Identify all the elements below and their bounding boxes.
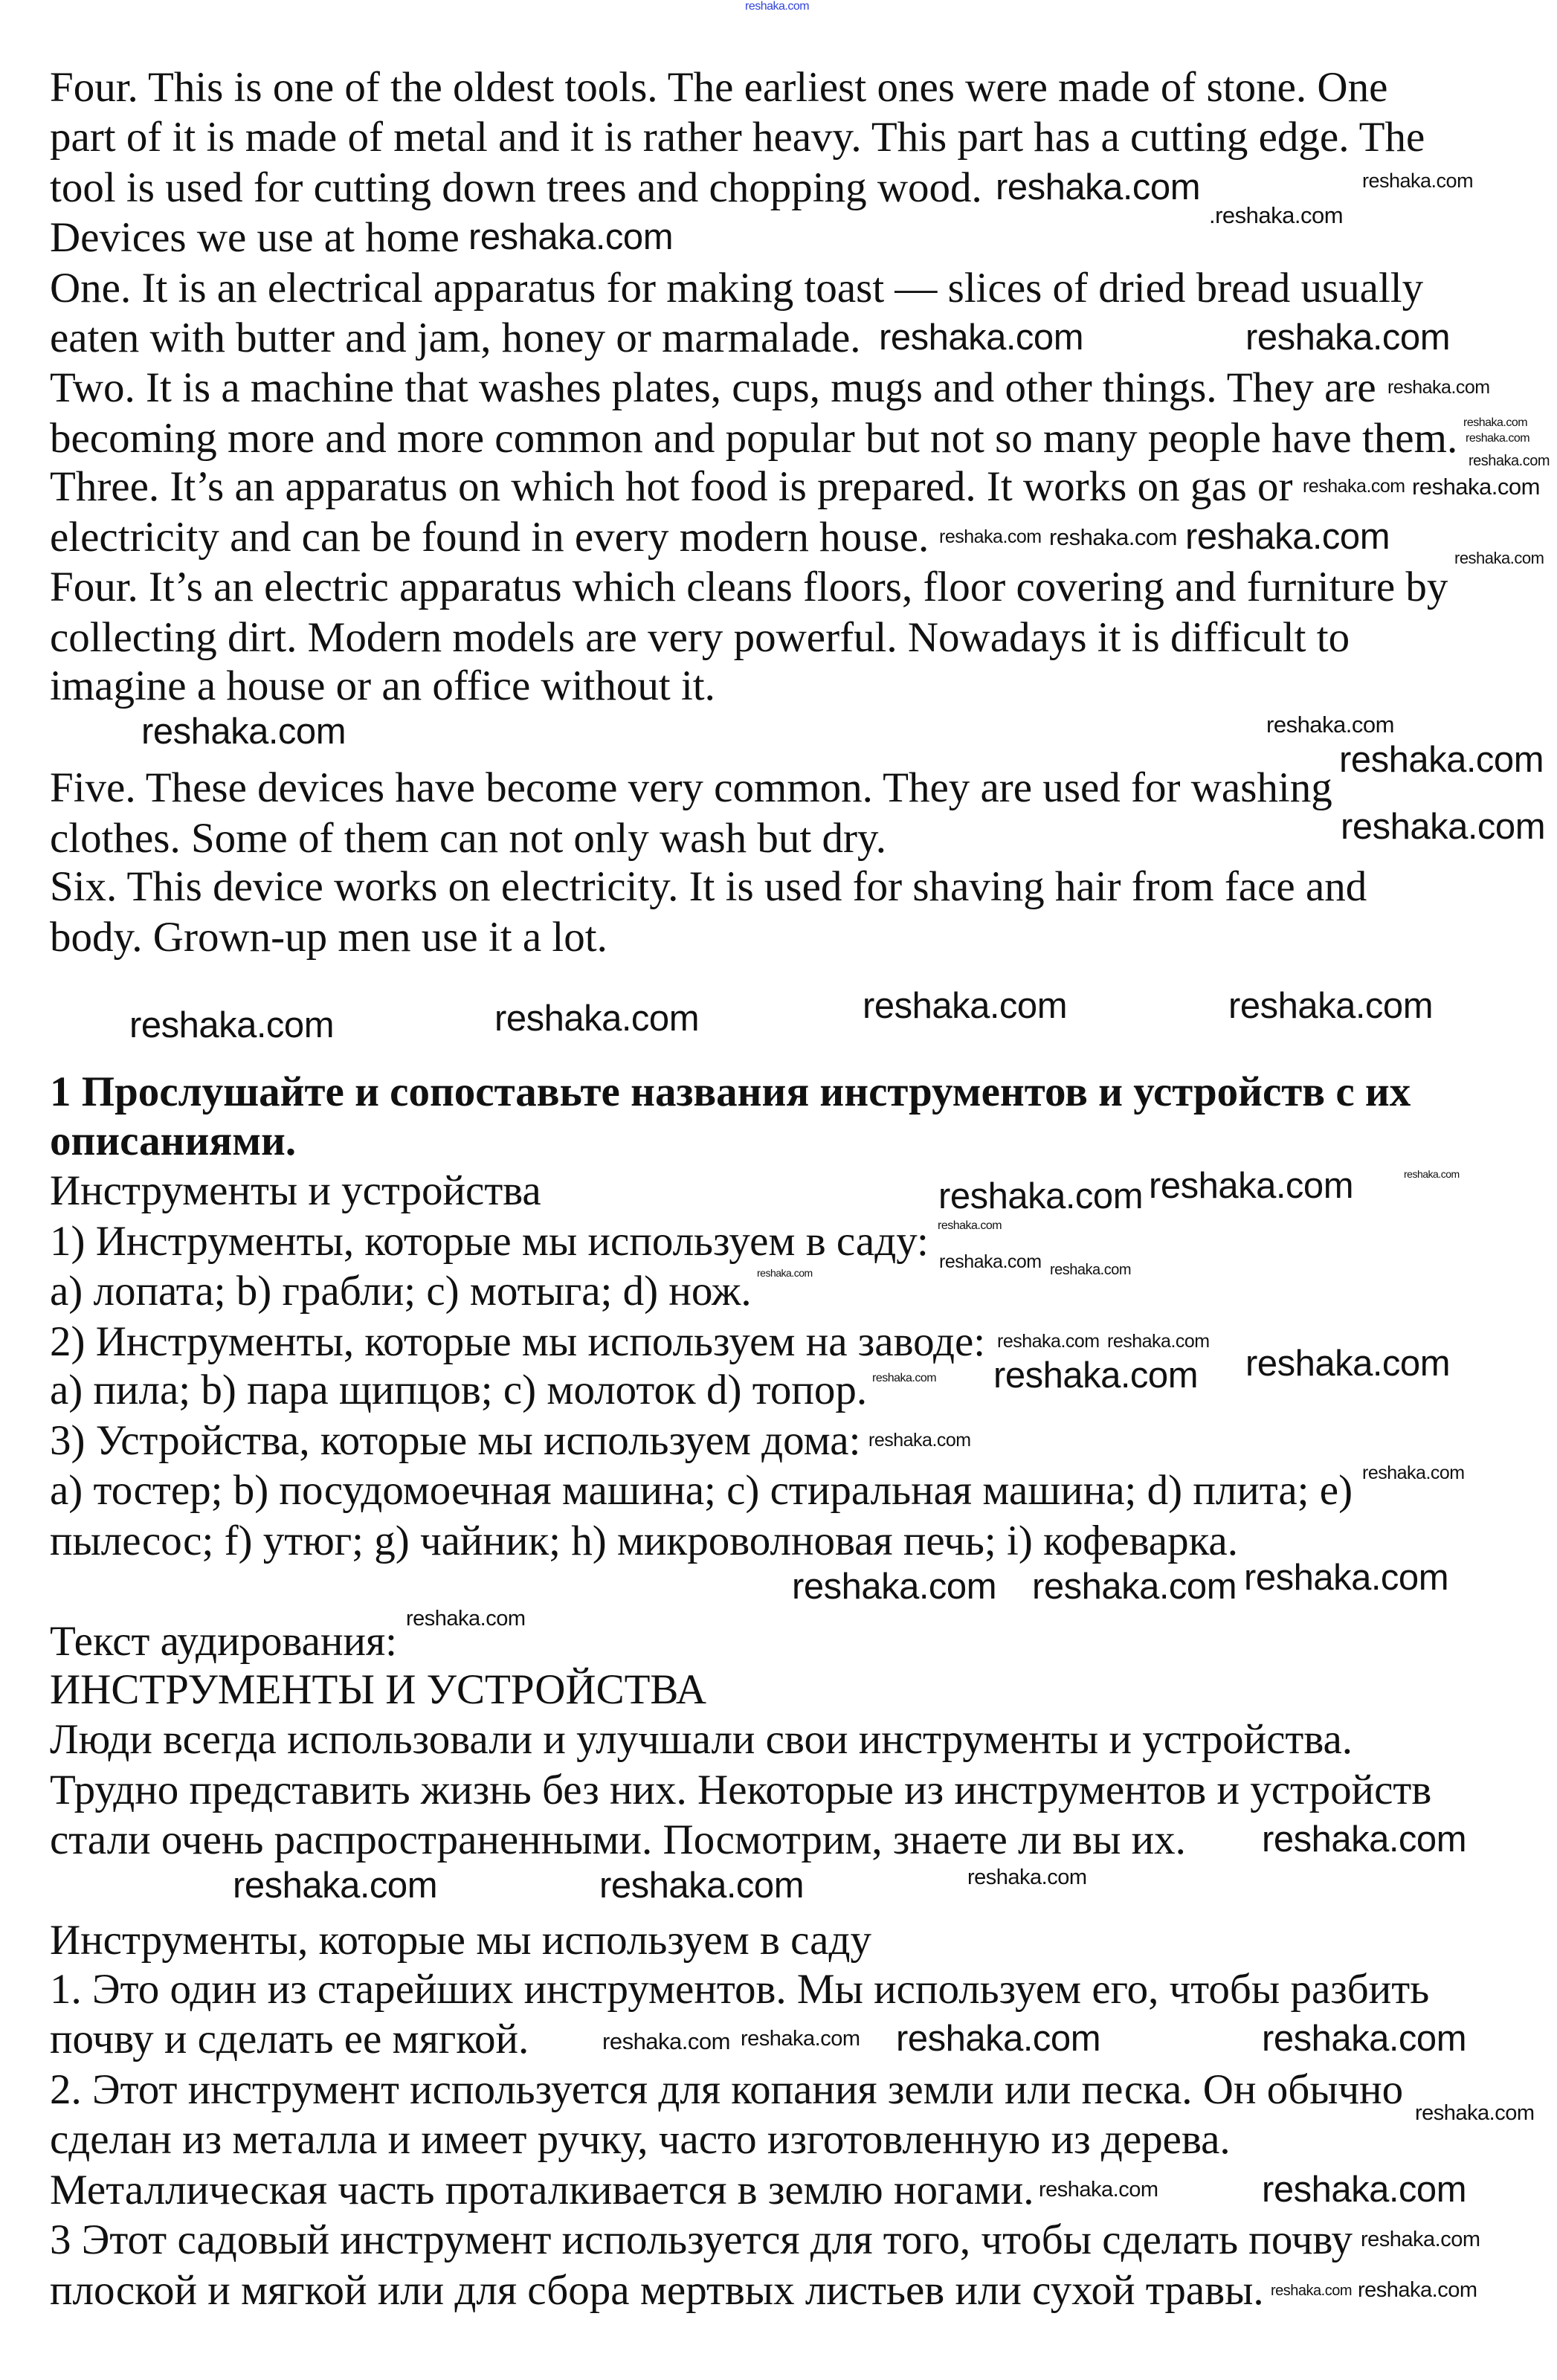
watermark: reshaka.com [967,1865,1087,1889]
watermark: reshaka.com [1466,432,1530,445]
text-line: Люди всегда использовали и улучшали свои инструменты и устройства. [50,1716,1353,1763]
watermark: reshaka.com [1362,1462,1465,1483]
text-line: One. It is an electrical apparatus for making toast — slices of dried bread usually [50,265,1424,312]
watermark: reshaka.com [1469,453,1550,469]
watermark: reshaka.com [1266,712,1394,738]
text-line: Three. It’s an apparatus on which hot food is prepared. It works on gas or [50,463,1293,510]
watermark: reshaka.com [1262,1819,1467,1860]
watermark: reshaka.com [1358,2278,1477,2302]
text-line: becoming more and more common and popular but not so many people have them. [50,415,1458,462]
watermark: .reshaka.com [1209,202,1344,228]
text-line: imagine a house or an office without it. [50,662,715,709]
watermark: reshaka.com [1032,1567,1237,1607]
text-line: почву и сделать ее мягкой. [50,2016,529,2063]
text-line: Трудно представить жизнь без них. Некоторые из инструментов и устройств [50,1767,1432,1813]
text-line: 2. Этот инструмент используется для копания земли или песка. Он обычно [50,2066,1404,2113]
watermark: reshaka.com [938,1176,1144,1216]
watermark: reshaka.com [494,999,700,1039]
text-line: пылесос; f) утюг; g) чайник; h) микроволновая печь; i) кофеварка. [50,1518,1238,1564]
text-line: 1. Это один из старейших инструментов. Мы используем его, чтобы разбить [50,1966,1430,2013]
watermark: reshaka.com [1454,549,1544,567]
text-line: tool is used for cutting down trees and chopping wood. [50,164,982,211]
text-line: part of it is made of metal and it is rather heavy. This part has a cutting edge. The [50,114,1425,161]
watermark: reshaka.com [1303,476,1405,497]
section-heading: Devices we use at home [50,214,460,261]
text-line: Five. These devices have become very common. They are used for washing [50,764,1332,811]
watermark: reshaka.com [1463,416,1528,429]
watermark: reshaka.com [602,2028,730,2054]
text-line: a) лопата; b) грабли; c) мотыга; d) нож. [50,1268,752,1315]
watermark: reshaka.com [1245,317,1451,358]
text-line: Four. It’s an electric apparatus which cleans floors, floor covering and furniture by [50,564,1448,610]
watermark: reshaka.com [406,1607,526,1631]
watermark: reshaka.com [997,1331,1100,1352]
text-line: Two. It is a machine that washes plates, cups, mugs and other things. They are [50,364,1376,411]
text-line: electricity and can be found in every modern house. [50,514,929,561]
watermark: reshaka.com [993,1355,1199,1396]
text-line: Six. This device works on electricity. It is used for shaving hair from face and [50,863,1367,910]
watermark: reshaka.com [1262,2019,1467,2059]
watermark: reshaka.com [129,1005,335,1045]
text-line: стали очень распространенными. Посмотрим, знаете ли вы их. [50,1816,1186,1863]
watermark: reshaka.com [757,1267,813,1279]
watermark: reshaka.com [1244,1558,1449,1598]
watermark: reshaka.com [1050,1262,1131,1278]
task-heading: 1 Прослушайте и сопоставьте названия инструментов и устройств с их [50,1068,1411,1115]
watermark: reshaka.com [996,167,1201,207]
text-line: clothes. Some of them can not only wash but dry. [50,815,887,862]
text-line: 2) Инструменты, которые мы используем на заводе: [50,1318,986,1365]
watermark: reshaka.com [863,986,1068,1026]
watermark: reshaka.com [896,2019,1101,2059]
watermark: reshaka.com [938,1219,1002,1232]
text-line: Инструменты и устройства [50,1167,541,1214]
watermark: reshaka.com [872,1372,937,1384]
watermark: reshaka.com [1387,377,1490,398]
watermark: reshaka.com [741,2027,860,2051]
watermark: reshaka.com [1415,2101,1535,2125]
text-line: Металлическая часть проталкивается в землю ногами. [50,2167,1034,2213]
text-line: плоской и мягкой или для сбора мертвых листьев или сухой травы. [50,2267,1264,2314]
text-line: Инструменты, которые мы используем в саду [50,1917,871,1964]
text-line: body. Grown-up men use it a lot. [50,914,607,961]
text-line: 3 Этот садовый инструмент используется для того, чтобы сделать почву [50,2216,1353,2263]
watermark: reshaka.com [141,712,346,752]
watermark: reshaka.com [1245,1344,1451,1384]
text-line: 3) Устройства, которые мы используем дома: [50,1417,861,1464]
text-line: a) пила; b) пара щипцов; c) молоток d) топор. [50,1367,868,1413]
watermark: reshaka.com [939,1251,1042,1272]
watermark: reshaka.com [1228,986,1434,1026]
text-line: ИНСТРУМЕНТЫ И УСТРОЙСТВА [50,1666,706,1713]
watermark: reshaka.com [468,217,674,257]
text-line: collecting dirt. Modern models are very powerful. Nowadays it is difficult to [50,614,1350,661]
text-line: eaten with butter and jam, honey or marmalade. [50,315,861,361]
watermark: reshaka.com [1341,807,1546,847]
watermark: reshaka.com [233,1865,438,1906]
watermark: reshaka.com [939,526,1042,547]
task-heading: описаниями. [50,1118,297,1164]
watermark: reshaka.com [745,0,810,13]
watermark: reshaka.com [1362,170,1474,192]
watermark: reshaka.com [599,1865,805,1906]
text-line: a) тостер; b) посудомоечная машина; c) стиральная машина; d) плита; e) [50,1467,1353,1514]
text-line: сделан из металла и имеет ручку, часто изготовленную из дерева. [50,2116,1231,2163]
watermark: reshaka.com [879,317,1084,358]
watermark: reshaka.com [792,1567,997,1607]
text-line: 1) Инструменты, которые мы используем в саду: [50,1218,929,1265]
text-line: Four. This is one of the oldest tools. The earliest ones were made of stone. One [50,64,1388,111]
text-line: Текст аудирования: [50,1618,398,1665]
watermark: reshaka.com [1149,1166,1354,1206]
watermark: reshaka.com [1404,1168,1460,1180]
watermark: reshaka.com [1107,1331,1210,1352]
watermark: reshaka.com [1412,474,1540,500]
watermark: reshaka.com [1185,517,1390,557]
watermark: reshaka.com [1262,2170,1467,2210]
watermark: reshaka.com [1339,740,1544,780]
watermark: reshaka.com [1271,2283,1352,2299]
watermark: reshaka.com [1361,2228,1480,2251]
watermark: reshaka.com [868,1430,971,1451]
watermark: reshaka.com [1039,2178,1158,2202]
watermark: reshaka.com [1049,524,1177,550]
